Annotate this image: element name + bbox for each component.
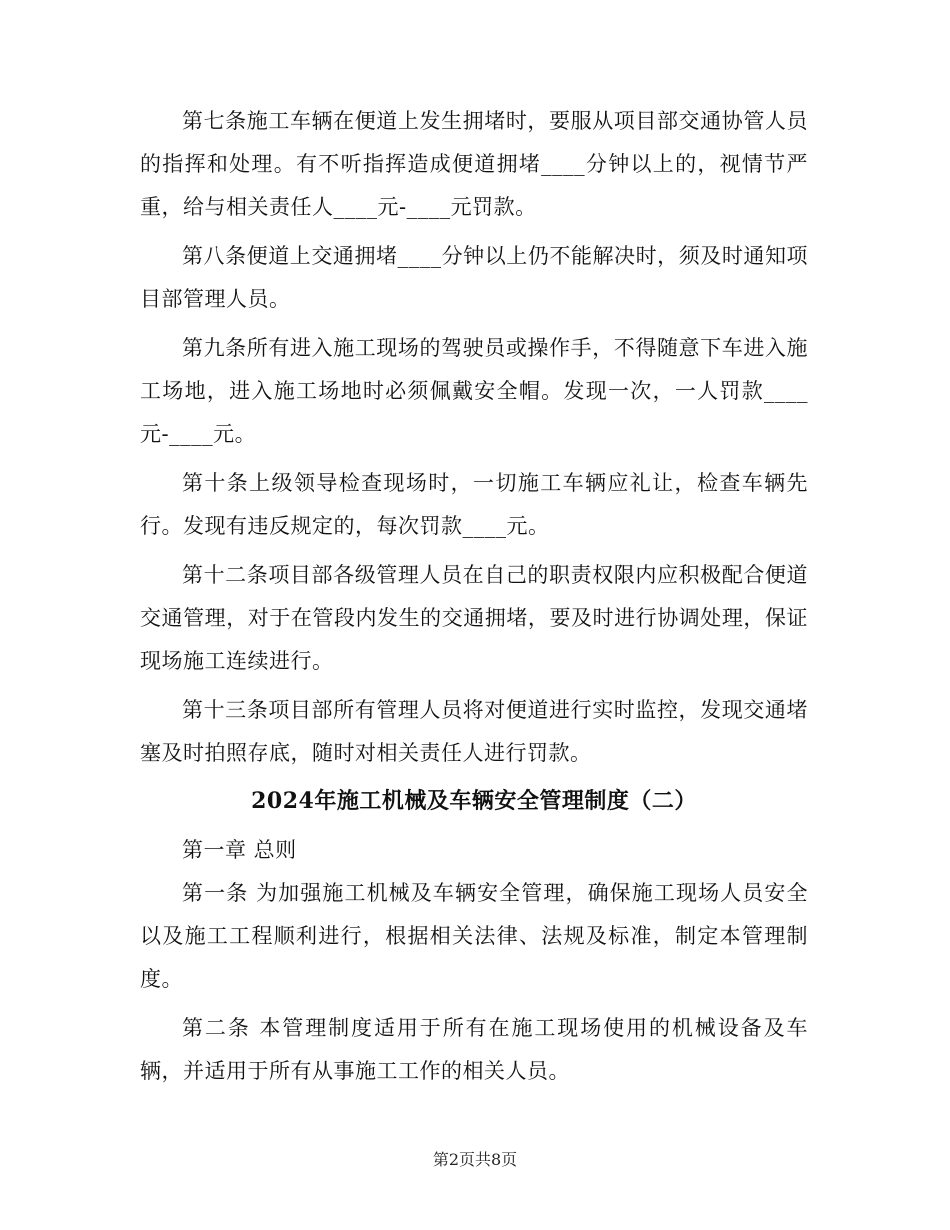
article-1: 第一条 为加强施工机械及车辆安全管理，确保施工现场人员安全以及施工工程顺利进行，根据相关法律、法规及标准，制定本管理制度。 (140, 881, 808, 991)
article-2: 第二条 本管理制度适用于所有在施工现场使用的机械设备及车辆，并适用于所有从事施工工作的相关人员。 (140, 1016, 808, 1083)
page-footer (0, 1150, 950, 1170)
article-9: 第九条所有进入施工现场的驾驶员或操作手，不得随意下车进入施工场地，进入施工场地时必须佩戴安全帽。发现一次，一人罚款____元-____元。 (140, 336, 808, 446)
article-8: 第八条便道上交通拥堵____分钟以上仍不能解决时，须及时通知项目部管理人员。 (140, 244, 808, 311)
document-page (140, 100, 808, 1093)
article-7: 第七条施工车辆在便道上发生拥堵时，要服从项目部交通协管人员的指挥和处理。有不听指挥造成便道拥堵____分钟以上的，视情节严重，给与相关责任人____元-____元罚款。 (140, 109, 808, 219)
page-indicator: 第2页共8页 (432, 1150, 518, 1169)
article-12: 第十二条项目部各级管理人员在自己的职责权限内应积极配合便道交通管理，对于在管段内发生的交通拥堵，要及时进行协调处理，保证现场施工连续进行。 (140, 563, 808, 673)
article-13: 第十三条项目部所有管理人员将对便道进行实时监控，发现交通堵塞及时拍照存底，随时对相关责任人进行罚款。 (140, 698, 808, 765)
chapter-title: 第一章 总则 (182, 838, 297, 862)
article-10: 第十条上级领导检查现场时，一切施工车辆应礼让，检查车辆先行。发现有违反规定的，每次罚款____元。 (140, 471, 808, 538)
section-title: 2024年施工机械及车辆安全管理制度（二） (251, 788, 697, 814)
